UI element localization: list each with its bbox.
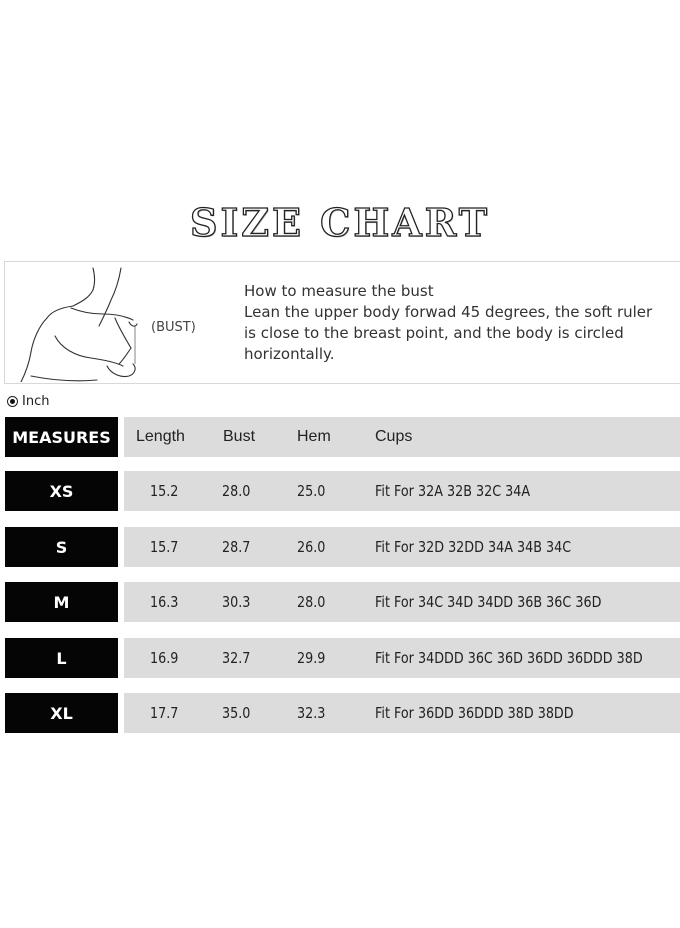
cups-value: Fit For 34DDD 36C 36D 36DD 36DDD 38D [375,649,643,667]
size-label: XS [5,471,118,511]
bust-label: (BUST) [151,320,196,335]
bust-value: 28.0 [222,482,251,500]
bust-value: 28.7 [222,538,251,556]
unit-selector[interactable] [7,394,49,409]
hem-value: 28.0 [297,593,326,611]
header-bust: Bust [223,428,256,445]
length-value: 16.3 [150,593,179,611]
size-label: S [5,527,118,567]
header-hem: Hem [297,428,331,445]
length-value: 15.2 [150,482,179,500]
table-row [5,582,680,622]
header-measures: MEASURES [5,417,118,457]
bust-value: 30.3 [222,593,251,611]
measure-instructions [244,281,664,365]
radio-selected-icon[interactable] [7,396,18,407]
header-cups: Cups [375,428,413,445]
size-label: M [5,582,118,622]
unit-label: Inch [22,394,50,409]
table-row [5,693,680,733]
cups-value: Fit For 32D 32DD 34A 34B 34C [375,538,572,556]
size-label: XL [5,693,118,733]
page-title: SIZE CHART [190,200,490,245]
header-length: Length [136,428,185,445]
table-row [5,527,680,567]
cups-value: Fit For 34C 34D 34DD 36B 36C 36D [375,593,602,611]
cups-value: Fit For 32A 32B 32C 34A [375,482,531,500]
table-row [5,471,680,511]
instructions-text: Lean the upper body forwad 45 degrees, the soft ruler is close to the breast point, and the body is circled horizontally. [244,303,653,363]
table-header-row [5,417,680,457]
hem-value: 29.9 [297,649,326,667]
cups-value: Fit For 36DD 36DDD 38D 38DD [375,704,574,722]
hem-value: 32.3 [297,704,326,722]
length-value: 16.9 [150,649,179,667]
hem-value: 26.0 [297,538,326,556]
length-value: 17.7 [150,704,179,722]
hem-value: 25.0 [297,482,326,500]
size-label: L [5,638,118,678]
table-row [5,638,680,678]
instructions-heading: How to measure the bust [244,282,434,300]
measure-guide [4,261,680,384]
bust-value: 32.7 [222,649,251,667]
length-value: 15.7 [150,538,179,556]
bust-value: 35.0 [222,704,251,722]
